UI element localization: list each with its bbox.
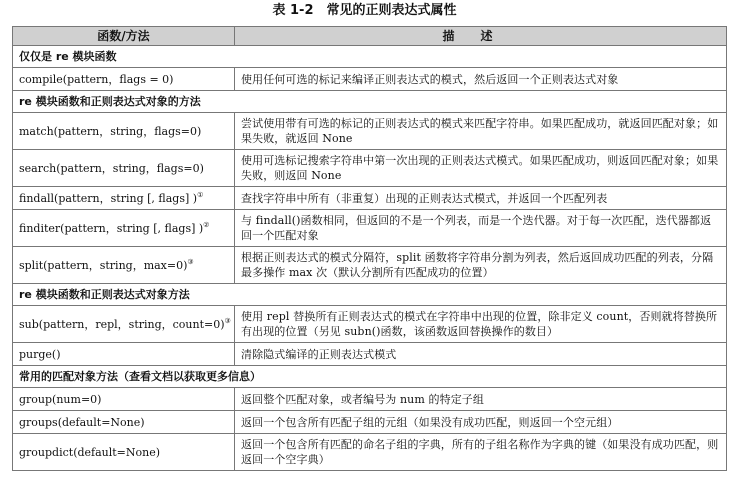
table-row: [13, 210, 727, 247]
table-row: [13, 434, 727, 471]
header-function-method: 函数/方法: [13, 27, 235, 46]
description-cell: 使用 repl 替换所有正则表达式的模式在字符串中出现的位置，除非定义 count，否则就将替换所有出现的位置（另见 subn()函数，该函数返回替换操作的数目）: [235, 306, 727, 343]
function-cell: [13, 388, 235, 411]
description-cell: 返回一个包含所有匹配子组的元组（如果没有成功匹配，则返回一个空元组）: [235, 411, 727, 434]
function-cell: [13, 306, 235, 343]
table-row: [13, 113, 727, 150]
function-cell: [13, 210, 235, 247]
description-cell: 根据正则表达式的模式分隔符，split 函数将字符串分割为列表，然后返回成功匹配的列表，分隔最多操作 max 次（默认分割所有匹配成功的位置）: [235, 247, 727, 284]
footnote-marker: ②: [203, 220, 210, 229]
function-cell: [13, 434, 235, 471]
function-signature: purge(): [19, 347, 61, 361]
table-row: [13, 68, 727, 91]
function-signature: compile(pattern，flags = 0): [19, 72, 174, 86]
description-cell: 使用任何可选的标记来编译正则表达式的模式，然后返回一个正则表达式对象: [235, 68, 727, 91]
function-cell: [13, 150, 235, 187]
section-row: [13, 46, 727, 68]
function-cell: [13, 113, 235, 150]
section-title: re 模块函数和正则表达式对象的方法: [13, 91, 727, 113]
description-cell: 使用可选标记搜索字符串中第一次出现的正则表达式模式。如果匹配成功，则返回匹配对象；如果失败，则返回 None: [235, 150, 727, 187]
table-row: [13, 187, 727, 210]
description-cell: 尝试使用带有可选的标记的正则表达式的模式来匹配字符串。如果匹配成功，就返回匹配对象；如果失败，就返回 None: [235, 113, 727, 150]
table-row: [13, 388, 727, 411]
section-title: re 模块函数和正则表达式对象方法: [13, 284, 727, 306]
function-cell: [13, 187, 235, 210]
function-signature: sub(pattern，repl，string，count=0): [19, 317, 225, 331]
description-cell: 返回整个匹配对象，或者编号为 num 的特定子组: [235, 388, 727, 411]
description-cell: 返回一个包含所有匹配的命名子组的字典，所有的子组名称作为字典的键（如果没有成功匹配，则返回一个空字典）: [235, 434, 727, 471]
table-row: [13, 343, 727, 366]
function-signature: split(pattern，string，max=0): [19, 258, 188, 272]
function-signature: finditer(pattern，string [, flags] ): [19, 221, 204, 235]
table-caption: 表 1-2 常见的正则表达式属性: [272, 3, 457, 18]
function-cell: [13, 247, 235, 284]
function-cell: [13, 411, 235, 434]
description-cell: 查找字符串中所有（非重复）出现的正则表达式模式，并返回一个匹配列表: [235, 187, 727, 210]
table-row: [13, 411, 727, 434]
section-row: [13, 284, 727, 306]
header-description: 描述: [235, 27, 727, 46]
table-row: [13, 247, 727, 284]
description-cell: 与 findall()函数相同，但返回的不是一个列表，而是一个迭代器。对于每一次匹配，迭代器都返回一个匹配对象: [235, 210, 727, 247]
function-cell: [13, 68, 235, 91]
function-signature: match(pattern，string，flags=0): [19, 124, 202, 138]
header-row: [13, 27, 727, 46]
section-title: 仅仅是 re 模块函数: [13, 46, 727, 68]
footnote-marker: ③: [187, 257, 194, 266]
footnote-marker: ①: [197, 190, 204, 199]
section-title: 常用的匹配对象方法（查看文档以获取更多信息）: [13, 366, 727, 388]
regex-attributes-table: [12, 26, 727, 471]
table-row: [13, 306, 727, 343]
function-cell: [13, 343, 235, 366]
function-signature: findall(pattern，string [, flags] ): [19, 191, 198, 205]
function-signature: groupdict(default=None): [19, 445, 161, 459]
function-signature: search(pattern，string，flags=0): [19, 161, 204, 175]
section-row: [13, 91, 727, 113]
description-cell: 清除隐式编译的正则表达式模式: [235, 343, 727, 366]
section-row: [13, 366, 727, 388]
function-signature: groups(default=None): [19, 415, 145, 429]
table-row: [13, 150, 727, 187]
function-signature: group(num=0): [19, 392, 102, 406]
footnote-marker: ③: [224, 316, 231, 325]
